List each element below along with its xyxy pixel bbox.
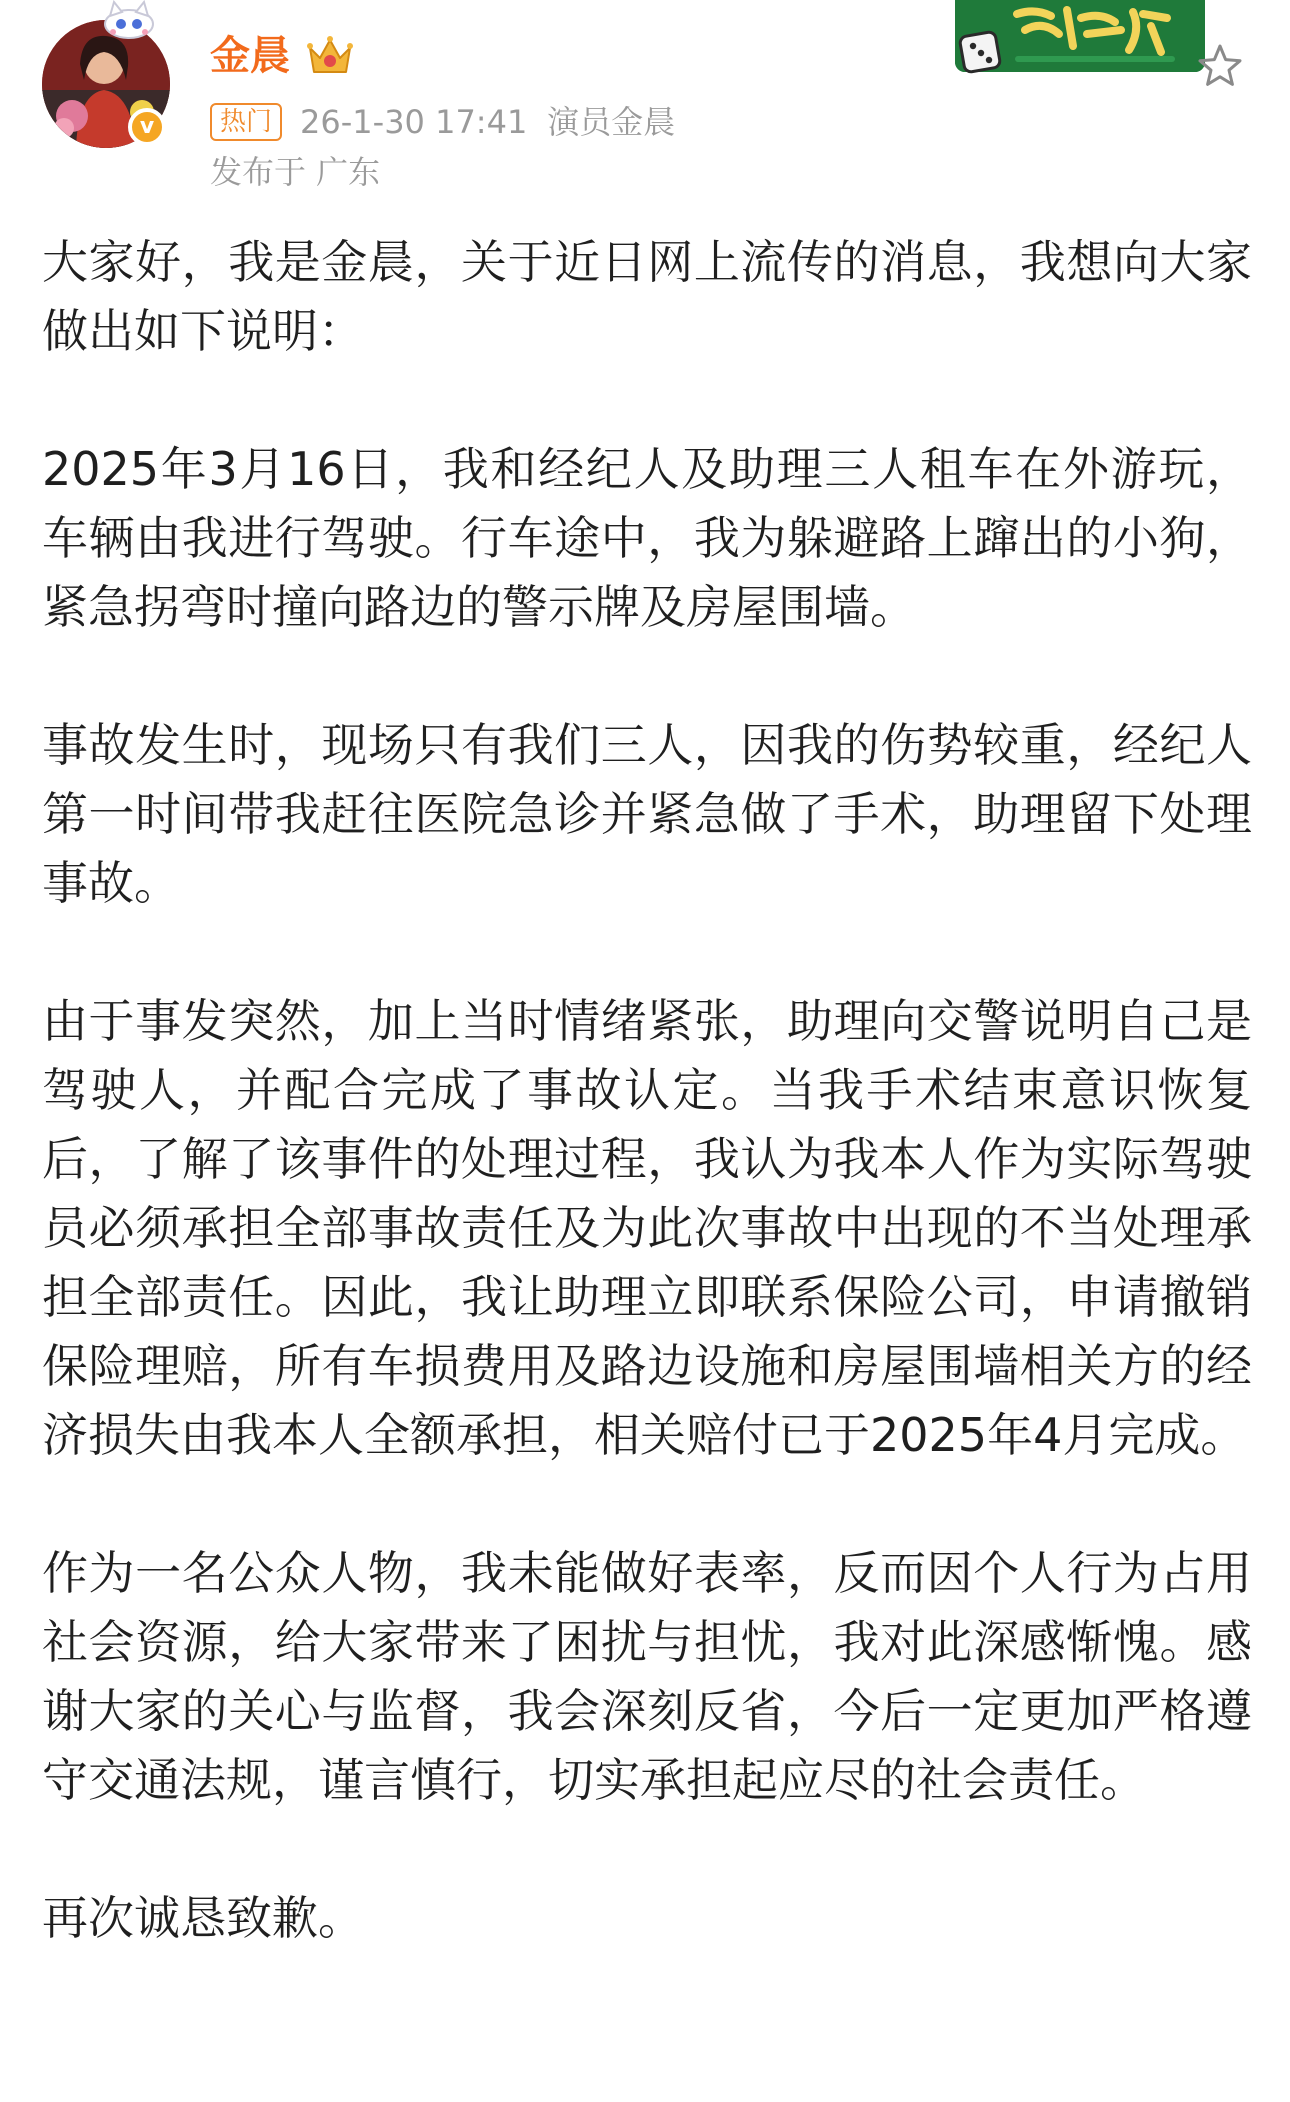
post-header <box>0 0 1290 200</box>
post-meta <box>210 100 675 144</box>
author-name[interactable]: 金晨 <box>210 33 290 79</box>
verified-badge-label: v <box>139 114 155 139</box>
post-paragraph: 大家好，我是金晨，关于近日网上流传的消息，我想向大家做出如下说明： <box>42 235 1252 358</box>
post-paragraph: 2025年3月16日，我和经纪人及助理三人租车在外游玩，车辆由我进行驾驶。行车途中，我为躲避路上蹿出的小狗，紧急拐弯时撞向路边的警示牌及房屋围墙。 <box>42 442 1252 634</box>
post-paragraph: 再次诚恳致歉。 <box>42 1891 364 1945</box>
verified-badge-icon <box>128 108 166 146</box>
hot-badge: 热门 <box>210 103 282 141</box>
post-location: 发布于 广东 <box>210 153 381 191</box>
post-paragraph: 作为一名公众人物，我未能做好表率，反而因个人行为占用社会资源，给大家带来了困扰与担忧，我对此深感惭愧。感谢大家的关心与监督，我会深刻反省，今后一定更加严格遵守交通法规，谨言慎行，切实承担起应尽的社会责任。 <box>42 1546 1252 1807</box>
crown-icon <box>306 34 354 78</box>
post-paragraph: 由于事发突然，加上当时情绪紧张，助理向交警说明自己是驾驶人，并配合完成了事故认定。当我手术结束意识恢复后，了解了该事件的处理过程，我认为我本人作为实际驾驶员必须承担全部事故责任及为此次事故中出现的不当处理承担全部责任。因此，我让助理立即联系保险公司，申请撤销保险理赔，所有车损费用及路边设施和房屋围墙相关方的经济损失由我本人全额承担，相关赔付已于2025年4月完成。 <box>42 994 1252 1462</box>
dice-icon <box>958 28 1004 74</box>
post-paragraph: 事故发生时，现场只有我们三人，因我的伤势较重，经纪人第一时间带我赶往医院急诊并紧急做了手术，助理留下处理事故。 <box>42 718 1252 910</box>
post-body <box>42 228 1252 1953</box>
star-outline-icon[interactable] <box>1196 42 1244 90</box>
post-timestamp: 26-1-30 17:41 <box>300 103 528 141</box>
avatar-cat-decoration-icon <box>100 0 158 40</box>
post-source[interactable]: 演员金晨 <box>547 103 676 141</box>
